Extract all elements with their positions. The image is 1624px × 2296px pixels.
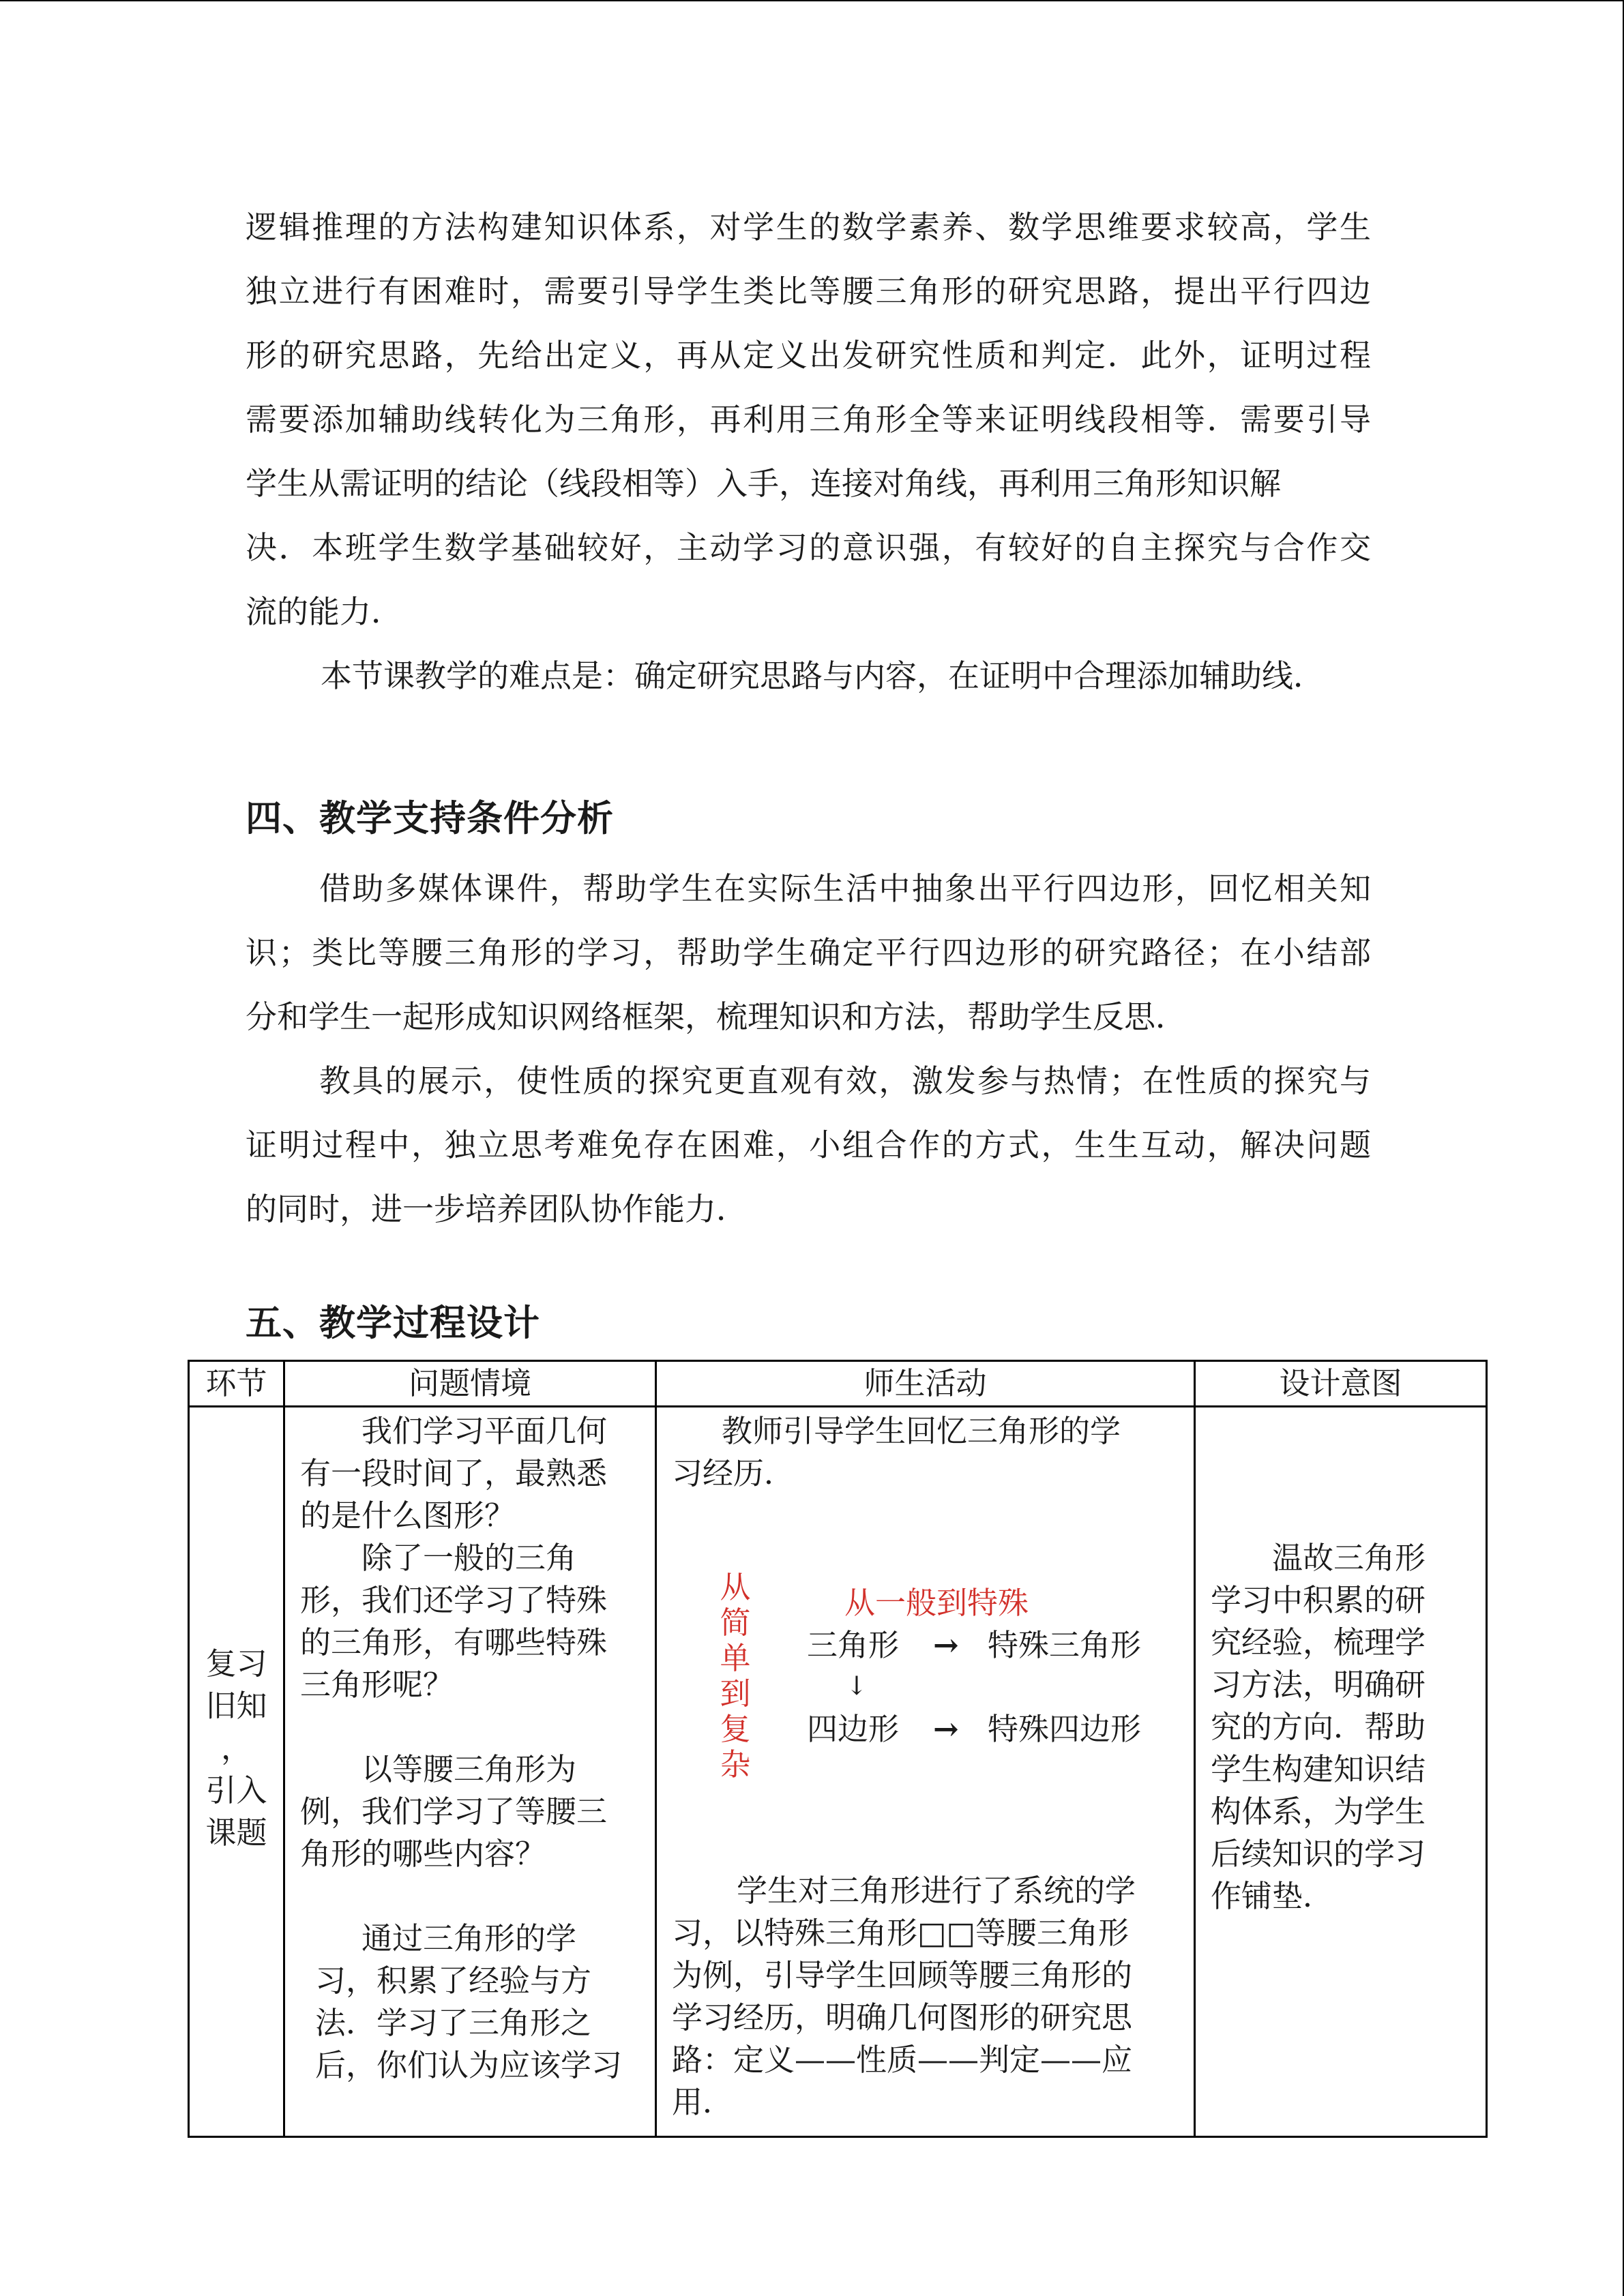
activity-intro-line: 教师引导学生回忆三角形的学 (722, 1413, 1121, 1449)
header-stage: 环节 (189, 1361, 284, 1407)
question-line: 通过三角形的学 (361, 1920, 577, 1956)
down-arrow-icon: ↓ (846, 1671, 868, 1701)
intro-line: 学生从需证明的结论（线段相等）入手，连接对角线，再利用三角形知识解 (246, 465, 1281, 502)
section-5-heading: 五、教学过程设计 (246, 1302, 540, 1344)
vertical-red-label (718, 1570, 752, 1783)
stage-line: 复习 (205, 1645, 267, 1682)
intent-line: 学生构建知识结 (1211, 1751, 1426, 1787)
intent-line: 后续知识的学习 (1211, 1836, 1426, 1872)
special-quadrilateral-label: 特殊四边形 (988, 1711, 1142, 1747)
question-line: 有一段时间了，最熟悉 (300, 1455, 608, 1491)
question-line: 法．学习了三角形之 (315, 2005, 592, 2041)
intent-line: 温故三角形 (1272, 1540, 1426, 1576)
question-spacer (300, 1706, 655, 1748)
question-line: 例，我们学习了等腰三 (300, 1793, 608, 1830)
s4-para1-line: 借助多媒体课件，帮助学生在实际生活中抽象出平行四边形，回忆相关知 (319, 870, 1371, 907)
vertical-label-char: 到 (720, 1675, 751, 1712)
vertical-label-char: 杂 (720, 1746, 751, 1783)
teaching-process-table (188, 1360, 1488, 2138)
question-cell (284, 1407, 656, 2137)
knowledge-diagram (657, 1407, 1189, 2133)
intro-line: 形的研究思路，先给出定义，再从定义出发研究性质和判定．此外，证明过程 (246, 337, 1371, 374)
s4-para2-line: 的同时，进一步培养团队协作能力． (246, 1191, 748, 1227)
activity-summary-line: 学生对三角形进行了系统的学 (737, 1873, 1136, 1909)
question-line: 除了一般的三角 (361, 1540, 577, 1576)
question-line: 习，积累了经验与方 (315, 1963, 592, 1999)
question-line: 角形的哪些内容？ (300, 1836, 546, 1872)
section-4-paragraphs (246, 856, 1371, 1241)
section-4-heading: 四、教学支持条件分析 (246, 798, 614, 839)
vertical-label-char: 单 (720, 1640, 751, 1676)
stage-line: 引入 (205, 1772, 267, 1808)
quadrilateral-label: 四边形 (807, 1711, 900, 1747)
question-line: 三角形呢？ (300, 1667, 454, 1703)
question-line: 形，我们还学习了特殊 (300, 1582, 608, 1618)
activity-summary-line: 路：定义——性质——判定——应 (672, 2042, 1133, 2078)
intro-line: 决．本班学生数学基础较好，主动学习的意识强，有较好的自主探究与合作交 (246, 529, 1371, 566)
activity-summary-line: 学习经历，明确几何图形的研究思 (672, 1999, 1133, 2036)
s4-para2-line: 教具的展示，使性质的探究更直观有效，激发参与热情；在性质的探究与 (319, 1062, 1371, 1099)
intent-line: 究经验，梳理学 (1211, 1624, 1426, 1660)
intro-line: 独立进行有困难时，需要引导学生类比等腰三角形的研究思路，提出平行四边 (246, 273, 1371, 310)
question-line: 的三角形，有哪些特殊 (300, 1624, 608, 1660)
stage-cell (189, 1407, 284, 2137)
s4-para2-line: 证明过程中，独立思考难免存在困难，小组合作的方式，生生互动，解决问题 (246, 1127, 1371, 1163)
intent-line: 作铺垫． (1211, 1878, 1334, 1914)
question-line: 我们学习平面几何 (361, 1413, 608, 1449)
intent-line: 学习中积累的研 (1211, 1582, 1426, 1618)
header-activity: 师生活动 (656, 1361, 1195, 1407)
activity-summary-line: 为例，引导学生回顾等腰三角形的 (672, 1957, 1133, 1993)
table-row (189, 1407, 1487, 2137)
header-question: 问题情境 (284, 1361, 656, 1407)
question-line: 的是什么图形？ (300, 1497, 516, 1534)
activity-summary-line: 习，以特殊三角形□□等腰三角形 (672, 1915, 1130, 1951)
vertical-label-char: 复 (720, 1711, 751, 1747)
activity-intro-line: 习经历． (672, 1455, 795, 1491)
s4-para1-line: 识；类比等腰三角形的学习，帮助学生确定平行四边形的研究路径；在小结部 (246, 934, 1371, 971)
intro-line: 逻辑推理的方法构建知识体系，对学生的数学素养、数学思维要求较高，学生 (246, 209, 1371, 245)
s4-para1-line: 分和学生一起形成知识网络框架，梳理知识和方法，帮助学生反思． (246, 998, 1187, 1035)
right-arrow-icon: → (933, 1627, 959, 1663)
question-spacer (300, 1875, 655, 1918)
table-header-row (189, 1361, 1487, 1407)
difficulty-line: 本节课教学的难点是：确定研究思路与内容，在证明中合理添加辅助线． (321, 657, 1325, 694)
stage-line: ， (220, 1730, 252, 1766)
activity-cell (656, 1407, 1195, 2137)
vertical-label-char: 简 (720, 1605, 751, 1641)
question-line: 后，你们认为应该学习 (315, 2047, 623, 2083)
activity-summary (672, 1870, 1177, 2123)
stage-line: 课题 (205, 1815, 267, 1851)
activity-summary-line: 用． (672, 2084, 734, 2120)
activity-content (657, 1407, 1194, 2133)
stage-line: 旧知 (205, 1688, 267, 1724)
header-intent: 设计意图 (1195, 1361, 1487, 1407)
question-line: 以等腰三角形为 (361, 1751, 577, 1787)
intent-line: 究的方向．帮助 (1211, 1709, 1426, 1745)
intent-line: 习方法，明确研 (1211, 1667, 1426, 1703)
intent-cell (1195, 1407, 1487, 2137)
special-triangle-label: 特殊三角形 (988, 1627, 1142, 1663)
right-arrow-icon: → (933, 1711, 959, 1747)
intent-line: 构体系，为学生 (1211, 1793, 1426, 1830)
intro-line: 需要添加辅助线转化为三角形，再利用三角形全等来证明线段相等．需要引导 (246, 401, 1371, 438)
top-red-label: 从一般到特殊 (844, 1585, 1029, 1621)
triangle-label: 三角形 (807, 1627, 900, 1663)
vertical-label-char: 从 (720, 1569, 751, 1605)
intro-paragraph (246, 195, 1371, 708)
intro-line: 流的能力． (246, 593, 402, 630)
